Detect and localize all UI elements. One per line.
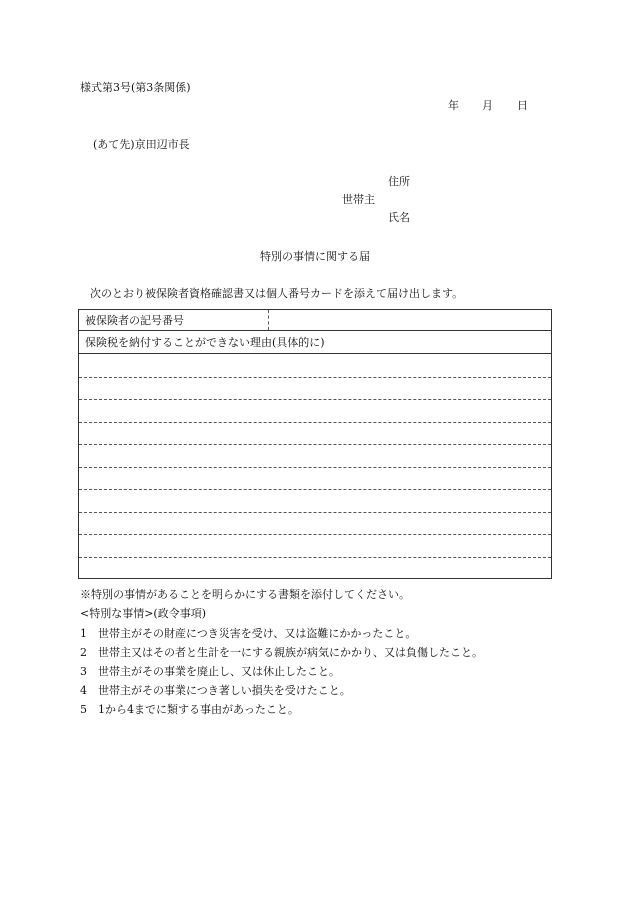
reason-line[interactable] [79, 557, 551, 558]
reason-line[interactable] [79, 467, 551, 468]
event-number: 4 [80, 684, 87, 697]
reason-line[interactable] [79, 489, 551, 490]
addressee: (あて先)京田辺市長 [93, 138, 190, 151]
event-item [80, 684, 351, 697]
reason-line[interactable] [79, 377, 551, 378]
form-table [78, 309, 552, 579]
event-text: 1から4までに類する事由があったこと。 [98, 703, 299, 716]
event-item [80, 627, 416, 640]
insured-number-label: 被保険者の記号番号 [85, 314, 184, 327]
event-item [80, 646, 483, 659]
event-item [80, 665, 340, 678]
special-events-header: <特別な事情>(政令事項) [80, 607, 207, 620]
reason-line[interactable] [79, 512, 551, 513]
date-year-label: 年 [448, 99, 459, 112]
insured-number-row [79, 310, 551, 331]
reason-line[interactable] [79, 422, 551, 423]
insured-number-divider [268, 310, 269, 330]
intro-text: 次のとおり被保険者資格確認書又は個人番号カードを添えて届け出します。 [90, 287, 464, 300]
date-month-label: 月 [482, 99, 493, 112]
address-label: 住所 [388, 175, 410, 188]
reason-line[interactable] [79, 444, 551, 445]
reason-header-row [79, 331, 551, 354]
event-number: 3 [80, 665, 87, 678]
event-number: 5 [80, 703, 87, 716]
event-text: 世帯主がその財産につき災害を受け、又は盗難にかかったこと。 [98, 627, 417, 640]
event-item [80, 703, 299, 716]
reason-line[interactable] [79, 534, 551, 535]
householder-label: 世帯主 [342, 193, 375, 206]
document-title: 特別の事情に関する届 [260, 250, 370, 263]
event-text: 世帯主又はその者と生計を一にする親族が病気にかかり、又は負傷したこと。 [98, 646, 483, 659]
form-number: 様式第3号(第3条関係) [80, 81, 191, 94]
name-label: 氏名 [388, 211, 410, 224]
event-text: 世帯主がその事業につき著しい損失を受けたこと。 [98, 684, 351, 697]
event-number: 2 [80, 646, 87, 659]
reason-line[interactable] [79, 399, 551, 400]
date-day-label: 日 [517, 99, 528, 112]
attachment-note: ※特別の事情があることを明らかにする書類を添付してください。 [80, 588, 410, 601]
event-number: 1 [80, 627, 87, 640]
event-text: 世帯主がその事業を廃止し、又は休止したこと。 [98, 665, 340, 678]
reason-label: 保険税を納付することができない理由(具体的に) [85, 336, 325, 349]
